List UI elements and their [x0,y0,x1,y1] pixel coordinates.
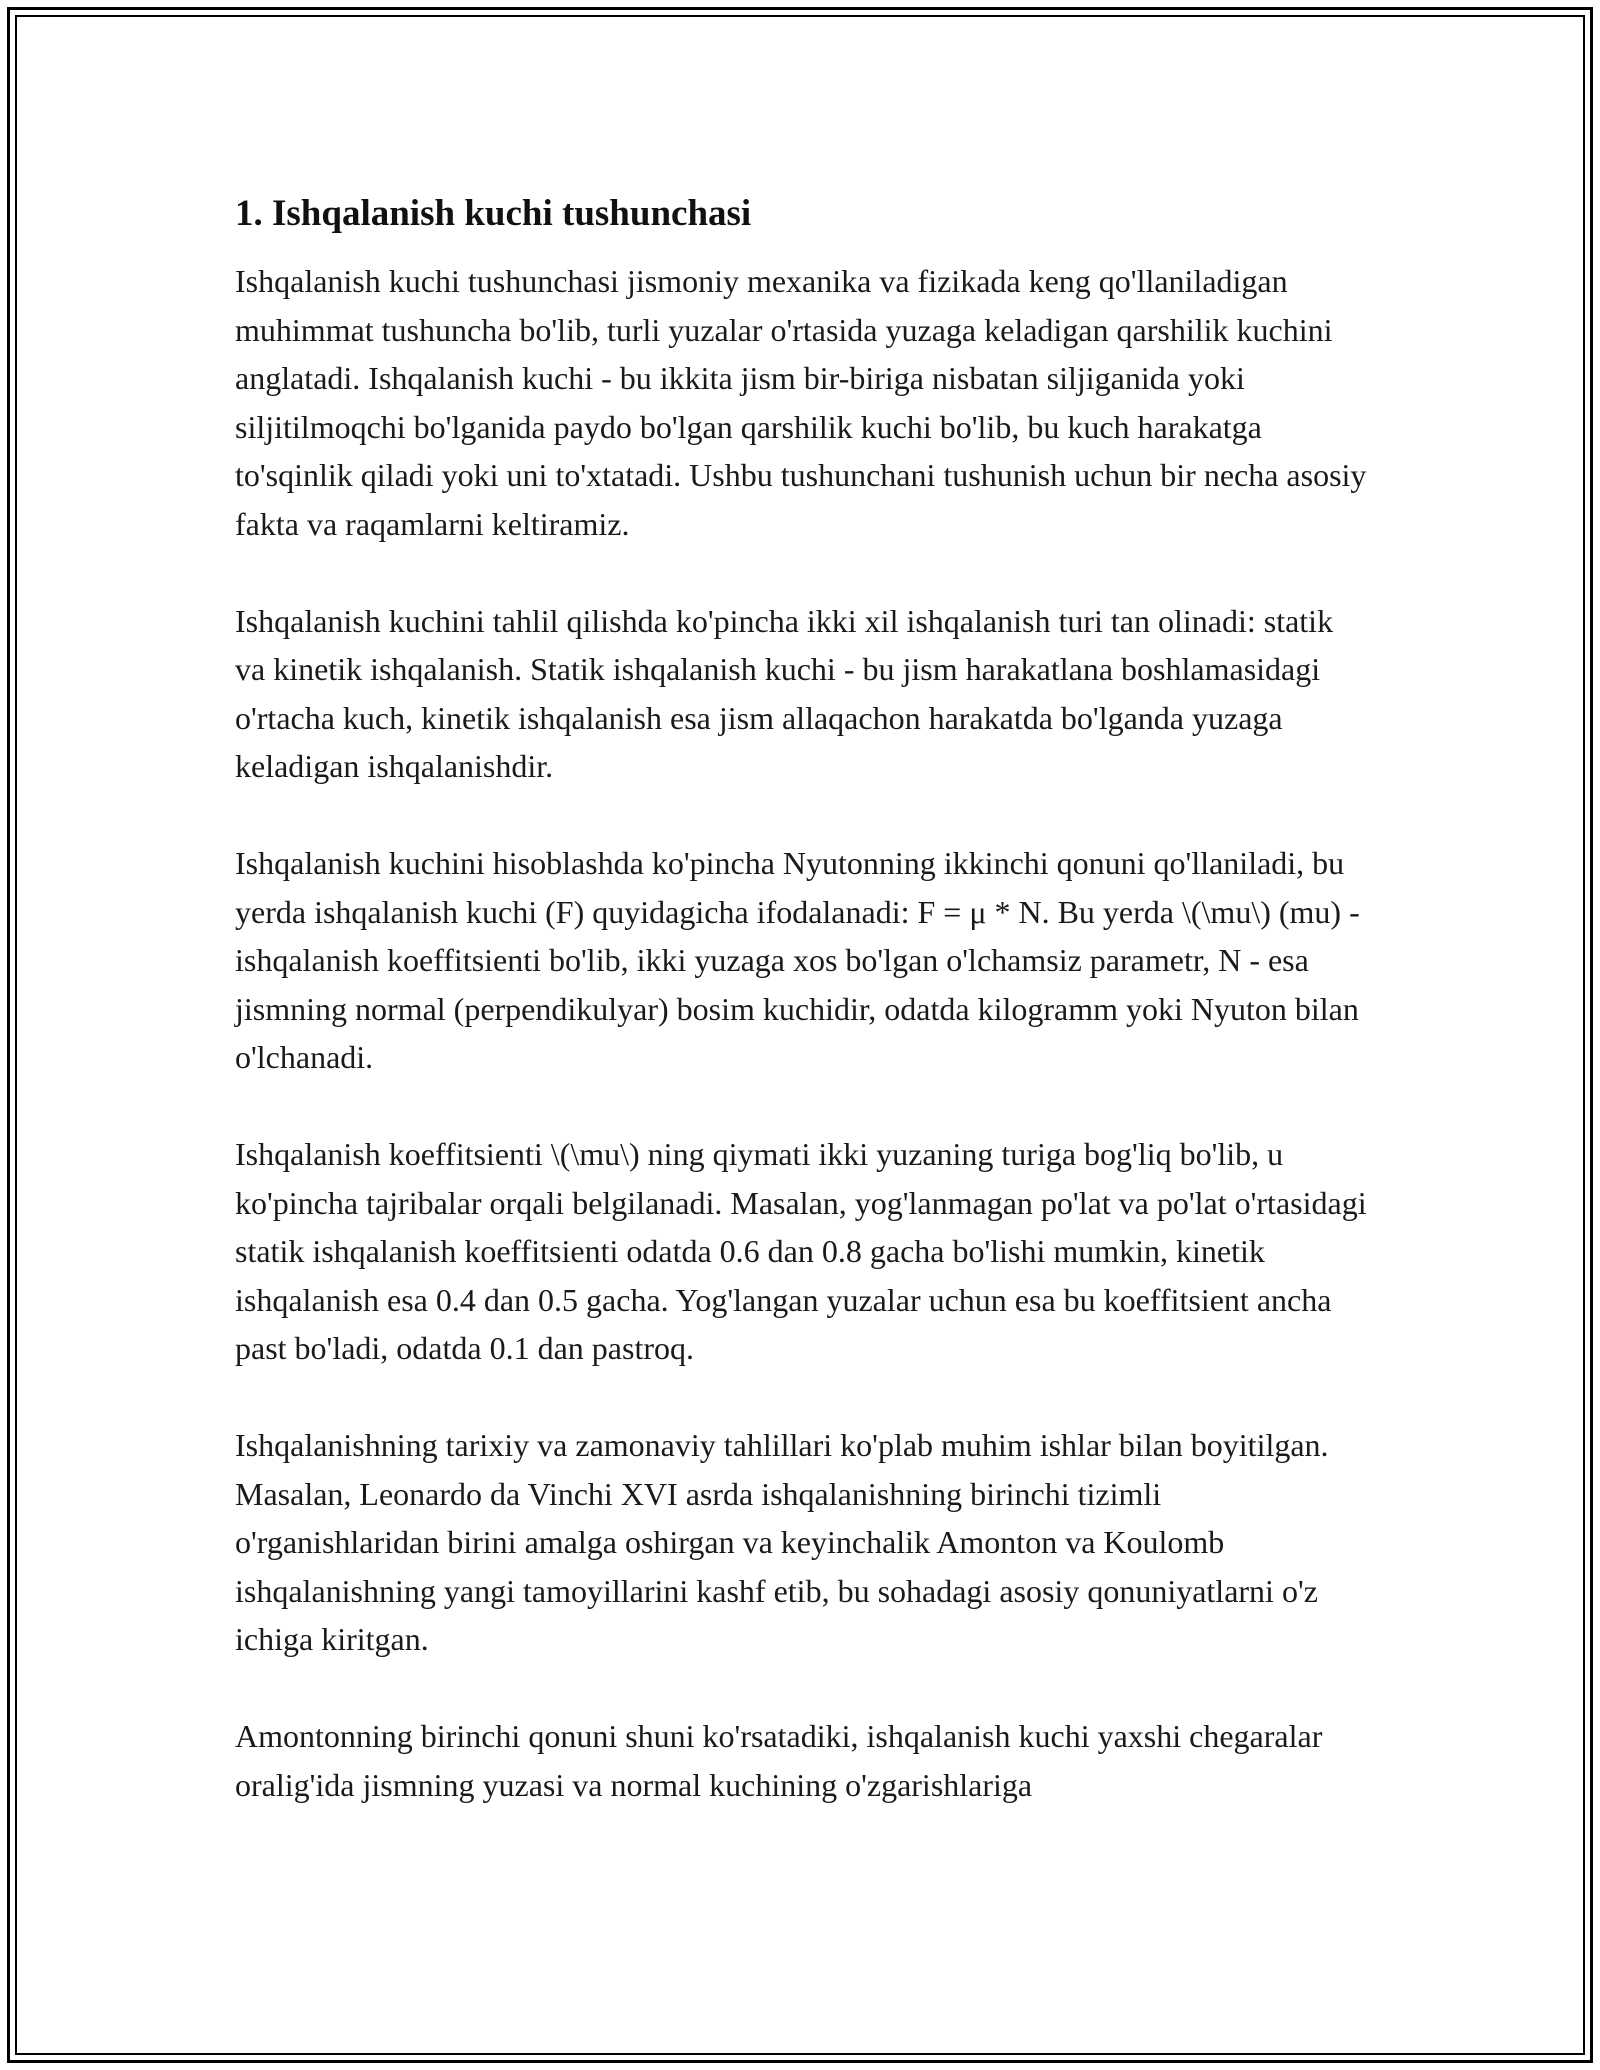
paragraph-1: Ishqalanish kuchi tushunchasi jismoniy mexanika va fizikada keng qo'llaniladigan muhimmat tushuncha bo'lib, turli yuzalar o'rtasida yuzaga keladigan qarshilik kuchini anglatadi. Ishqalanish kuchi - bu ikkita jism bir-biriga nisbatan siljiganida yoki siljitilmoqchi bo'lganida paydo bo'lgan qarshilik kuchi bo'lib, bu kuch harakatga to'sqinlik qiladi yoki uni to'xtatadi. Ushbu tushunchani tushunish uchun bir necha asosiy fakta va raqamlarni keltiramiz. [235,263,1367,542]
paragraph-6: Amontonning birinchi qonuni shuni ko'rsatadiki, ishqalanish kuchi yaxshi chegaralar oralig'ida jismning yuzasi va normal kuchining o'zgarishlariga [235,1718,1323,1803]
paragraph-2: Ishqalanish kuchini tahlil qilishda ko'pincha ikki xil ishqalanish turi tan olinadi: statik va kinetik ishqalanish. Statik ishqalanish kuchi - bu jism harakatlana boshlamasidagi o'rtacha kuch, kinetik ishqalanish esa jism allaqachon harakatda bo'lganda yuzaga keladigan ishqalanishdir. [235,602,1334,784]
section-heading: 1. Ishqalanish kuchi tushunchasi [235,193,752,234]
document-body [235,188,1370,1858]
paragraph-3: Ishqalanish kuchini hisoblashda ko'pincha Nyutonning ikkinchi qonuni qo'llaniladi, bu yerda ishqalanish kuchi (F) quyidagicha ifodalanadi: F = μ * N. Bu yerda \(\mu\) (mu) - ishqalanish koeffitsienti bo'lib, ikki yuzaga xos bo'lgan o'lchamsiz parametr, N - esa jismning normal (perpendikulyar) bosim kuchidir, odatda kilogramm yoki Nyuton bilan o'lchanadi. [235,845,1360,1075]
paragraph-5: Ishqalanishning tarixiy va zamonaviy tahlillari ko'plab muhim ishlar bilan boyitilgan. Masalan, Leonardo da Vinchi XVI asrda ishqalanishning birinchi tizimli o'rganishlaridan birini amalga oshirgan va keyinchalik Amonton va Koulomb ishqalanishning yangi tamoyillarini kashf etib, bu sohadagi asosiy qonuniyatlarni o'z ichiga kiritgan. [235,1427,1329,1657]
paragraph-4: Ishqalanish koeffitsienti \(\mu\) ning qiymati ikki yuzaning turiga bog'liq bo'lib, u ko'pincha tajribalar orqali belgilanadi. Masalan, yog'lanmagan po'lat va po'lat o'rtasidagi statik ishqalanish koeffitsienti odatda 0.6 dan 0.8 gacha bo'lishi mumkin, kinetik ishqalanish esa 0.4 dan 0.5 gacha. Yog'langan yuzalar uchun esa bu koeffitsient ancha past bo'ladi, odatda 0.1 dan pastroq. [235,1136,1367,1366]
